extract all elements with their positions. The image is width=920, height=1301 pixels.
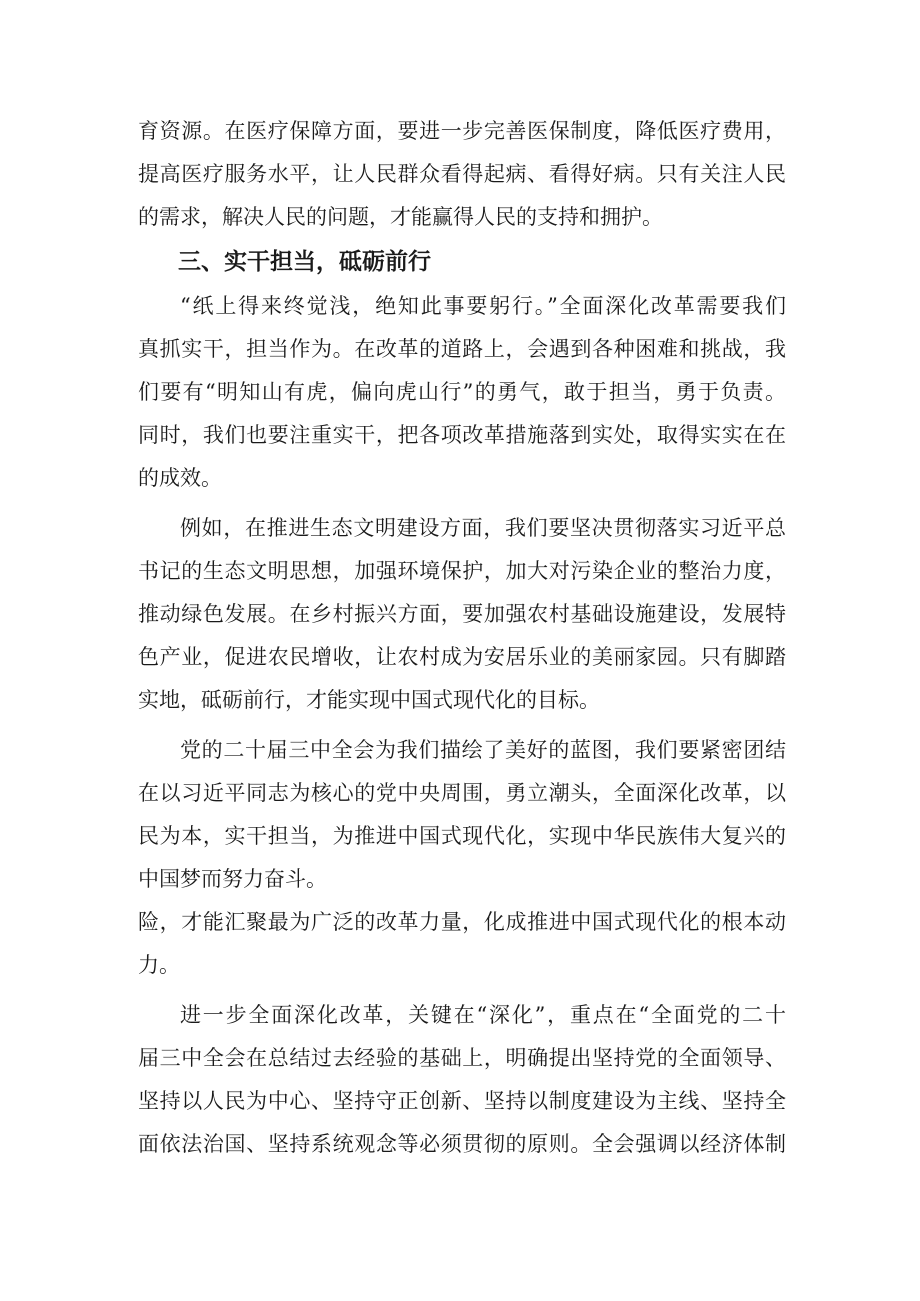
paragraph-conclusion <box>138 729 786 901</box>
text-line: “纸上得来终觉浅，绝知此事要躬行。”全面深化改革需要我们 <box>180 294 786 318</box>
text-line: 育资源。在医疗保障方面，要进一步完善医保制度，降低医疗费用， <box>138 119 786 143</box>
text-line: 推动绿色发展。在乡村振兴方面，要加强农村基础设施建设，发展特 <box>138 602 786 626</box>
text-line: 例如，在推进生态文明建设方面，我们要坚决贯彻落实习近平总 <box>180 516 786 540</box>
paragraph-deepening-reform <box>138 994 786 1166</box>
text-line: 书记的生态文明思想，加强环境保护，加大对污染企业的整治力度， <box>138 559 786 583</box>
text-line: 面依法治国、坚持系统观念等必须贯彻的原则。全会强调以经济体制 <box>138 1132 786 1156</box>
text-line: 险，才能汇聚最为广泛的改革力量，化成推进中国式现代化的根本动 <box>138 910 786 934</box>
text-line: 党的二十届三中全会为我们描绘了美好的蓝图，我们要紧密团结 <box>180 738 786 762</box>
text-line: 同时，我们也要注重实干，把各项改革措施落到实处，取得实实在在 <box>138 423 786 447</box>
text-line: 民为本，实干担当，为推进中国式现代化，实现中华民族伟大复兴的 <box>138 824 786 848</box>
text-line: 中国梦而努力奋斗。 <box>138 867 327 891</box>
paragraph-practice <box>138 285 786 500</box>
paragraph-example <box>138 507 786 722</box>
text-line: 届三中全会在总结过去经验的基础上，明确提出坚持党的全面领导、 <box>138 1046 786 1070</box>
text-line: 力。 <box>138 953 180 977</box>
document-body <box>138 110 786 1166</box>
paragraph-healthcare <box>138 110 786 239</box>
text-line: 真抓实干，担当作为。在改革的道路上，会遇到各种困难和挑战，我 <box>138 337 786 361</box>
text-line: 们要有“明知山有虎，偏向虎山行”的勇气，敢于担当，勇于负责。 <box>138 380 786 404</box>
text-line: 提高医疗服务水平，让人民群众看得起病、看得好病。只有关注人民 <box>138 162 786 186</box>
text-line: 坚持以人民为中心、坚持守正创新、坚持以制度建设为主线、坚持全 <box>138 1089 786 1113</box>
text-line: 色产业，促进农民增收，让农村成为安居乐业的美丽家园。只有脚踏 <box>138 645 786 669</box>
text-line: 在以习近平同志为核心的党中央周围，勇立潮头，全面深化改革，以 <box>138 781 786 805</box>
text-line: 进一步全面深化改革，关键在“深化”，重点在“全面党的二十 <box>180 1003 786 1027</box>
text-line: 的需求，解决人民的问题，才能赢得人民的支持和拥护。 <box>138 205 663 229</box>
section-heading: 三、实干担当，砥砺前行 <box>178 249 431 275</box>
text-line: 实地，砥砺前行，才能实现中国式现代化的目标。 <box>138 688 600 712</box>
text-line: 的成效。 <box>138 466 222 490</box>
paragraph-fragment <box>138 901 786 987</box>
